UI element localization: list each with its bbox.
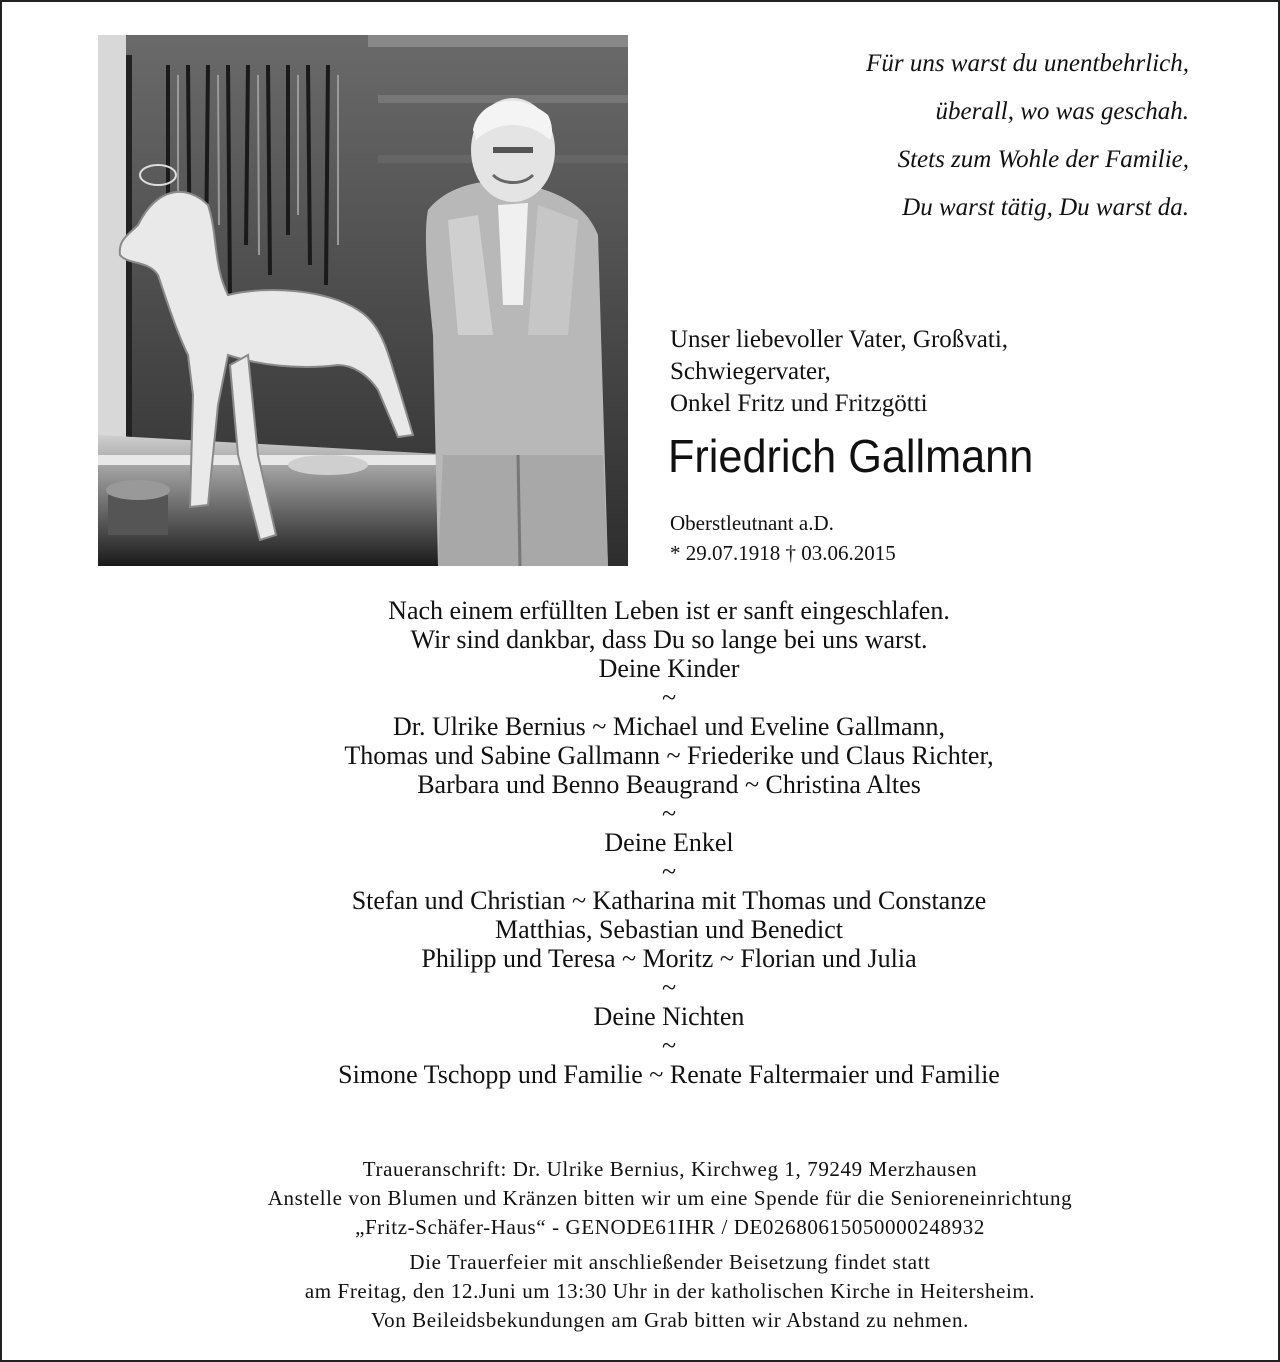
- heading-grandchildren: Deine Enkel: [604, 828, 734, 857]
- life-dates: * 29.07.1918 † 03.06.2015: [670, 541, 896, 565]
- intro-line: Schwiegervater,: [670, 358, 831, 385]
- service-info: Die Trauerfeier mit anschließender Beisetzung findet statt: [409, 1250, 931, 1274]
- text-line: Stefan und Christian ~ Katharina mit Thomas und Constanze: [351, 886, 987, 915]
- rank-title: Oberstleutnant a.D.: [670, 511, 834, 535]
- workshop-portrait-image: [98, 35, 628, 566]
- text-line: Wir sind dankbar, dass Du so lange bei uns warst.: [410, 625, 928, 654]
- donation-account: „Fritz-Schäfer-Haus“ - GENODE61IHR / DE02680615050000248932: [355, 1215, 985, 1239]
- funeral-information: [2, 1155, 1280, 1335]
- condolence-note: Von Beileidsbekundungen am Grab bitten wir Abstand zu nehmen.: [371, 1308, 969, 1332]
- separator-tilde: ~: [661, 973, 677, 1002]
- heading-children: Deine Kinder: [598, 654, 740, 683]
- poem-line: überall, wo was geschah.: [935, 98, 1189, 125]
- service-date: am Freitag, den 12.Juni um 13:30 Uhr in der katholischen Kirche in Heitersheim.: [304, 1279, 1036, 1303]
- separator-tilde: ~: [661, 799, 677, 828]
- separator-tilde: ~: [661, 857, 677, 886]
- text-line: Dr. Ulrike Bernius ~ Michael und Eveline Gallmann,: [393, 712, 945, 741]
- memorial-poem: [702, 40, 1189, 232]
- separator-tilde: ~: [661, 1031, 677, 1060]
- separator-tilde: ~: [661, 683, 677, 712]
- intro-line: Unser liebevoller Vater, Großvati,: [670, 326, 1009, 353]
- poem-line: Für uns warst du unentbehrlich,: [866, 50, 1189, 77]
- text-line: Philipp und Teresa ~ Moritz ~ Florian und Julia: [421, 944, 917, 973]
- text-line: Thomas und Sabine Gallmann ~ Friederike und Claus Richter,: [344, 741, 994, 770]
- text-line: Nach einem erfüllten Leben ist er sanft eingeschlafen.: [388, 596, 950, 625]
- mourning-address: Traueranschrift: Dr. Ulrike Bernius, Kirchweg 1, 79249 Merzhausen: [362, 1157, 978, 1181]
- donation-request: Anstelle von Blumen und Kränzen bitten wir um eine Spende für die Senioreneinrichtung: [267, 1186, 1073, 1210]
- poem-line: Stets zum Wohle der Familie,: [897, 146, 1189, 173]
- deceased-name: Friedrich Gallmann: [668, 430, 1034, 482]
- heading-nieces: Deine Nichten: [593, 1002, 745, 1031]
- portrait-photo: [98, 35, 628, 566]
- intro-line: Onkel Fritz und Fritzgötti: [670, 390, 928, 417]
- text-line: Matthias, Sebastian und Benedict: [494, 915, 844, 944]
- relationship-intro: [670, 324, 1270, 420]
- poem-line: Du warst tätig, Du warst da.: [902, 194, 1189, 221]
- text-line: Simone Tschopp und Familie ~ Renate Faltermaier und Familie: [338, 1060, 1000, 1089]
- rank-and-dates: [670, 508, 896, 568]
- text-line: Barbara und Benno Beaugrand ~ Christina Altes: [417, 770, 921, 799]
- family-block: [2, 596, 1280, 1089]
